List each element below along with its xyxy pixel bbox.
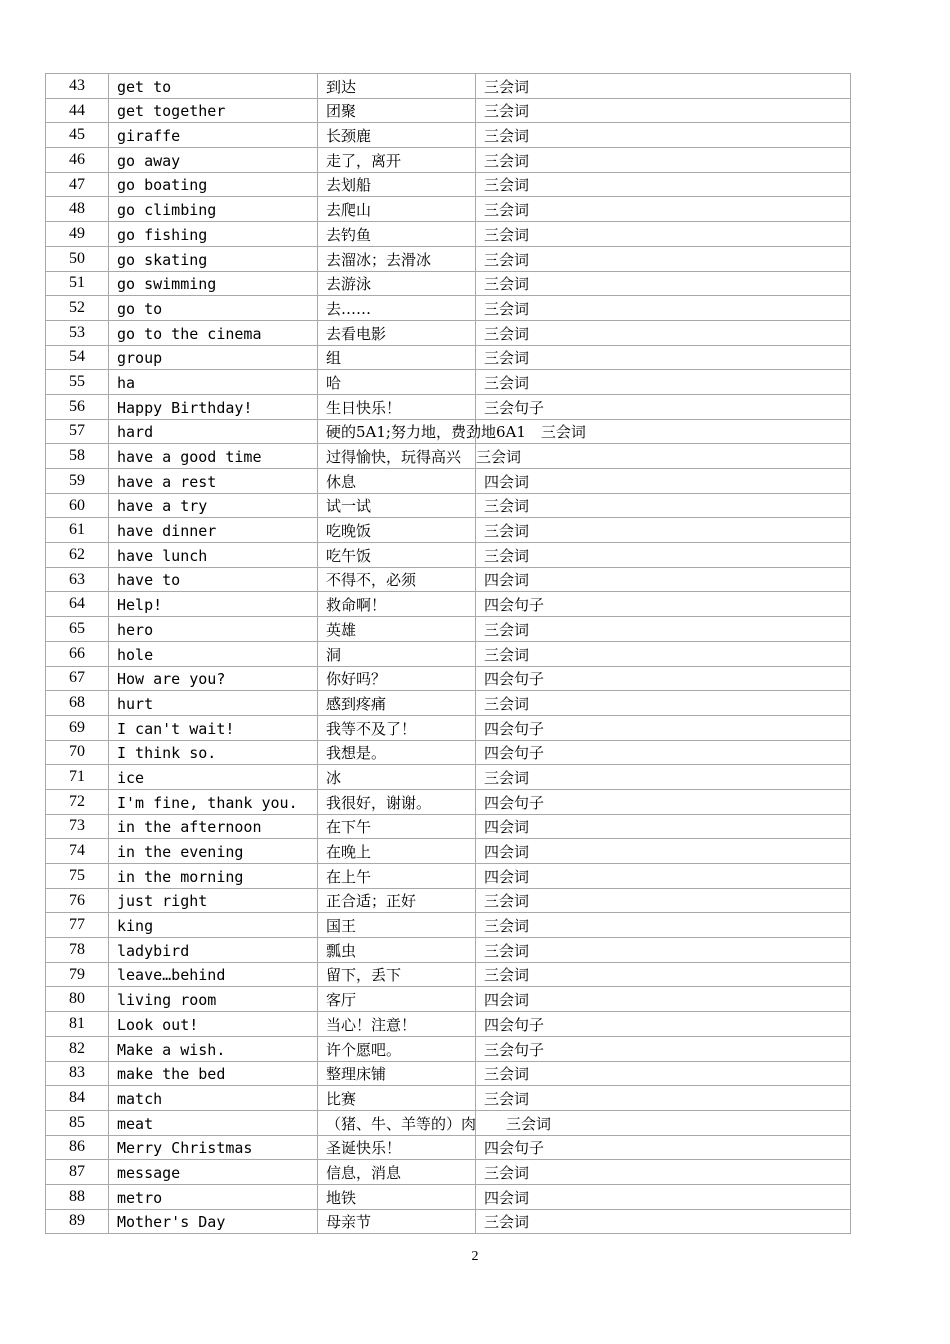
english-term-cell: have dinner xyxy=(109,518,318,543)
table-row xyxy=(46,271,851,296)
english-term-cell: Help! xyxy=(109,592,318,617)
table-row xyxy=(46,567,851,592)
vocabulary-table-body xyxy=(46,74,851,1234)
row-number-cell: 66 xyxy=(46,641,109,666)
table-row xyxy=(46,246,851,271)
category-cell: 四会词 xyxy=(476,839,851,864)
table-row xyxy=(46,641,851,666)
english-term-cell: giraffe xyxy=(109,123,318,148)
chinese-meaning-cell: 休息 xyxy=(318,469,476,494)
category-cell: 三会词 xyxy=(476,98,851,123)
row-number-cell: 87 xyxy=(46,1160,109,1185)
row-number-cell: 53 xyxy=(46,320,109,345)
table-row xyxy=(46,864,851,889)
chinese-meaning-cell: 组 xyxy=(318,345,476,370)
english-term-cell: I can't wait! xyxy=(109,715,318,740)
chinese-meaning-cell: 客厅 xyxy=(318,987,476,1012)
table-row xyxy=(46,1012,851,1037)
chinese-meaning-cell: 我很好，谢谢。 xyxy=(318,789,476,814)
category-cell xyxy=(476,444,851,469)
table-row xyxy=(46,1160,851,1185)
table-row xyxy=(46,469,851,494)
table-row xyxy=(46,148,851,173)
english-term-cell: have a rest xyxy=(109,469,318,494)
category-cell: 三会词 xyxy=(476,1086,851,1111)
vocabulary-table xyxy=(45,73,851,1234)
table-row xyxy=(46,1184,851,1209)
row-number-cell: 43 xyxy=(46,74,109,99)
category-cell: 三会句子 xyxy=(476,394,851,419)
table-row xyxy=(46,765,851,790)
table-row xyxy=(46,888,851,913)
chinese-meaning-cell: 到达 xyxy=(318,74,476,99)
chinese-meaning-cell: 信息，消息 xyxy=(318,1160,476,1185)
row-number-cell: 77 xyxy=(46,913,109,938)
category-cell: 三会词 xyxy=(476,962,851,987)
english-term-cell: go skating xyxy=(109,246,318,271)
chinese-meaning-cell: 瓢虫 xyxy=(318,938,476,963)
row-number-cell: 72 xyxy=(46,789,109,814)
category-cell: 三会词 xyxy=(476,913,851,938)
row-number-cell: 54 xyxy=(46,345,109,370)
category-cell: 四会词 xyxy=(476,987,851,1012)
chinese-meaning-cell: 团聚 xyxy=(318,98,476,123)
english-term-cell: get to xyxy=(109,74,318,99)
table-row xyxy=(46,320,851,345)
table-row xyxy=(46,666,851,691)
category-cell: 三会句子 xyxy=(476,1036,851,1061)
category-cell: 三会词 xyxy=(476,617,851,642)
table-row xyxy=(46,172,851,197)
table-row xyxy=(46,1036,851,1061)
table-row xyxy=(46,962,851,987)
table-row xyxy=(46,839,851,864)
table-row xyxy=(46,987,851,1012)
row-number-cell: 86 xyxy=(46,1135,109,1160)
english-term-cell: make the bed xyxy=(109,1061,318,1086)
row-number-cell: 64 xyxy=(46,592,109,617)
category-cell: 四会句子 xyxy=(476,715,851,740)
table-row xyxy=(46,197,851,222)
row-number-cell: 76 xyxy=(46,888,109,913)
chinese-meaning-cell: 圣诞快乐！ xyxy=(318,1135,476,1160)
row-number-cell: 44 xyxy=(46,98,109,123)
english-term-cell: group xyxy=(109,345,318,370)
english-term-cell: match xyxy=(109,1086,318,1111)
category-cell: 三会词 xyxy=(476,271,851,296)
chinese-meaning-cell: 我想是。 xyxy=(318,740,476,765)
english-term-cell: hurt xyxy=(109,691,318,716)
row-number-cell: 83 xyxy=(46,1061,109,1086)
row-number-cell: 68 xyxy=(46,691,109,716)
table-row xyxy=(46,543,851,568)
category-cell: 三会词 xyxy=(476,148,851,173)
table-row xyxy=(46,394,851,419)
category-cell: 四会句子 xyxy=(476,592,851,617)
category-cell: 三会词 xyxy=(476,296,851,321)
english-term-cell: go climbing xyxy=(109,197,318,222)
row-number-cell: 67 xyxy=(46,666,109,691)
row-number-cell: 88 xyxy=(46,1184,109,1209)
row-number-cell: 85 xyxy=(46,1110,109,1135)
chinese-meaning-cell: 去看电影 xyxy=(318,320,476,345)
english-term-cell: message xyxy=(109,1160,318,1185)
chinese-meaning-cell: 冰 xyxy=(318,765,476,790)
row-number-cell: 52 xyxy=(46,296,109,321)
chinese-meaning-cell: 去游泳 xyxy=(318,271,476,296)
row-number-cell: 80 xyxy=(46,987,109,1012)
category-cell: 三会词 xyxy=(476,345,851,370)
row-number-cell: 84 xyxy=(46,1086,109,1111)
chinese-meaning-cell: 地铁 xyxy=(318,1184,476,1209)
english-term-cell: in the evening xyxy=(109,839,318,864)
english-term-cell: go boating xyxy=(109,172,318,197)
english-term-cell: king xyxy=(109,913,318,938)
row-number-cell: 78 xyxy=(46,938,109,963)
english-term-cell: Happy Birthday! xyxy=(109,394,318,419)
english-term-cell: have a good time xyxy=(109,444,318,469)
category-cell: 三会词 xyxy=(476,543,851,568)
category-cell: 四会句子 xyxy=(476,666,851,691)
category-cell: 三会词 xyxy=(476,320,851,345)
table-row xyxy=(46,617,851,642)
chinese-meaning-cell: 留下，丢下 xyxy=(318,962,476,987)
row-number-cell: 82 xyxy=(46,1036,109,1061)
category-cell: 三会词 xyxy=(476,123,851,148)
chinese-meaning-cell: 许个愿吧。 xyxy=(318,1036,476,1061)
category-cell: 三会词 xyxy=(476,1061,851,1086)
table-row xyxy=(46,740,851,765)
english-term-cell: go fishing xyxy=(109,222,318,247)
table-row xyxy=(46,345,851,370)
chinese-meaning-cell: 在晚上 xyxy=(318,839,476,864)
row-number-cell: 49 xyxy=(46,222,109,247)
table-row xyxy=(46,493,851,518)
english-term-cell: metro xyxy=(109,1184,318,1209)
category-cell: 四会句子 xyxy=(476,789,851,814)
row-number-cell: 51 xyxy=(46,271,109,296)
english-term-cell: go to the cinema xyxy=(109,320,318,345)
category-cell: 三会词 xyxy=(476,641,851,666)
english-term-cell: living room xyxy=(109,987,318,1012)
category-cell: 三会词 xyxy=(476,1160,851,1185)
chinese-meaning-cell: 正合适；正好 xyxy=(318,888,476,913)
chinese-meaning-cell: 我等不及了！ xyxy=(318,715,476,740)
english-term-cell: Look out! xyxy=(109,1012,318,1037)
english-term-cell: ha xyxy=(109,370,318,395)
row-number-cell: 45 xyxy=(46,123,109,148)
chinese-meaning-cell: 英雄 xyxy=(318,617,476,642)
english-term-cell: I think so. xyxy=(109,740,318,765)
english-term-cell: go to xyxy=(109,296,318,321)
row-number-cell: 62 xyxy=(46,543,109,568)
category-cell: 四会词 xyxy=(476,814,851,839)
category-cell: 三会词 xyxy=(476,222,851,247)
row-number-cell: 71 xyxy=(46,765,109,790)
category-cell: 三会词 xyxy=(476,691,851,716)
chinese-meaning-cell: 在下午 xyxy=(318,814,476,839)
chinese-meaning-cell: 洞 xyxy=(318,641,476,666)
table-row xyxy=(46,123,851,148)
category-cell: 三会词 xyxy=(476,370,851,395)
row-number-cell: 89 xyxy=(46,1209,109,1234)
table-row xyxy=(46,1086,851,1111)
chinese-meaning-cell: 硬的5A1;努力地，费劲地6A1 三会词 xyxy=(318,419,476,444)
category-cell: 四会词 xyxy=(476,469,851,494)
english-term-cell: meat xyxy=(109,1110,318,1135)
row-number-cell: 63 xyxy=(46,567,109,592)
chinese-meaning-cell: 救命啊！ xyxy=(318,592,476,617)
chinese-meaning-cell: 去…… xyxy=(318,296,476,321)
category-cell: 三会词 xyxy=(476,197,851,222)
row-number-cell: 58 xyxy=(46,444,109,469)
english-term-cell: in the afternoon xyxy=(109,814,318,839)
category-cell: 四会句子 xyxy=(476,1012,851,1037)
chinese-meaning-cell: 比赛 xyxy=(318,1086,476,1111)
row-number-cell: 81 xyxy=(46,1012,109,1037)
table-row xyxy=(46,715,851,740)
table-row xyxy=(46,814,851,839)
english-term-cell: ladybird xyxy=(109,938,318,963)
table-row xyxy=(46,691,851,716)
chinese-meaning-cell: 生日快乐！ xyxy=(318,394,476,419)
category-cell: 四会句子 xyxy=(476,1135,851,1160)
row-number-cell: 69 xyxy=(46,715,109,740)
chinese-meaning-cell: 吃晚饭 xyxy=(318,518,476,543)
english-term-cell: Merry Christmas xyxy=(109,1135,318,1160)
chinese-meaning-cell: （猪、牛、羊等的）肉 三会词 xyxy=(318,1110,476,1135)
english-term-cell: Mother's Day xyxy=(109,1209,318,1234)
row-number-cell: 65 xyxy=(46,617,109,642)
category-cell: 三会词 xyxy=(476,1209,851,1234)
english-term-cell: have to xyxy=(109,567,318,592)
table-row xyxy=(46,1061,851,1086)
category-cell: 三会词 xyxy=(476,518,851,543)
row-number-cell: 59 xyxy=(46,469,109,494)
row-number-cell: 75 xyxy=(46,864,109,889)
category-cell: 三会词 xyxy=(476,938,851,963)
row-number-cell: 57 xyxy=(46,419,109,444)
row-number-cell: 46 xyxy=(46,148,109,173)
table-row xyxy=(46,98,851,123)
table-row xyxy=(46,518,851,543)
chinese-meaning-cell: 长颈鹿 xyxy=(318,123,476,148)
category-cell: 三会词 xyxy=(476,493,851,518)
chinese-meaning-cell: 你好吗？ xyxy=(318,666,476,691)
english-term-cell: go swimming xyxy=(109,271,318,296)
row-number-cell: 55 xyxy=(46,370,109,395)
chinese-meaning-cell: 吃午饭 xyxy=(318,543,476,568)
page-number: 2 xyxy=(471,1249,479,1264)
chinese-meaning-cell: 母亲节 xyxy=(318,1209,476,1234)
table-row xyxy=(46,74,851,99)
row-number-cell: 48 xyxy=(46,197,109,222)
category-cell: 四会词 xyxy=(476,864,851,889)
chinese-meaning-cell: 过得愉快，玩得高兴 三会词 xyxy=(318,444,476,469)
chinese-meaning-cell: 去溜冰；去滑冰 xyxy=(318,246,476,271)
english-term-cell: have lunch xyxy=(109,543,318,568)
table-row xyxy=(46,444,851,469)
table-row xyxy=(46,789,851,814)
table-row xyxy=(46,370,851,395)
english-term-cell: in the morning xyxy=(109,864,318,889)
english-term-cell: hero xyxy=(109,617,318,642)
category-cell: 三会词 xyxy=(476,246,851,271)
chinese-meaning-cell: 整理床铺 xyxy=(318,1061,476,1086)
chinese-meaning-cell: 感到疼痛 xyxy=(318,691,476,716)
chinese-meaning-cell: 去划船 xyxy=(318,172,476,197)
table-row xyxy=(46,222,851,247)
row-number-cell: 56 xyxy=(46,394,109,419)
english-term-cell: get together xyxy=(109,98,318,123)
chinese-meaning-cell: 当心！注意！ xyxy=(318,1012,476,1037)
category-cell: 三会词 xyxy=(476,765,851,790)
table-row xyxy=(46,938,851,963)
chinese-meaning-cell: 不得不，必须 xyxy=(318,567,476,592)
category-cell: 四会词 xyxy=(476,1184,851,1209)
english-term-cell: just right xyxy=(109,888,318,913)
english-term-cell: hard xyxy=(109,419,318,444)
category-cell: 四会句子 xyxy=(476,740,851,765)
category-cell: 三会词 xyxy=(476,172,851,197)
english-term-cell: have a try xyxy=(109,493,318,518)
table-row xyxy=(46,913,851,938)
row-number-cell: 50 xyxy=(46,246,109,271)
english-term-cell: I'm fine, thank you. xyxy=(109,789,318,814)
table-row xyxy=(46,1209,851,1234)
category-cell: 三会词 xyxy=(476,74,851,99)
chinese-meaning-cell: 在上午 xyxy=(318,864,476,889)
row-number-cell: 74 xyxy=(46,839,109,864)
row-number-cell: 79 xyxy=(46,962,109,987)
row-number-cell: 60 xyxy=(46,493,109,518)
table-row xyxy=(46,592,851,617)
chinese-meaning-cell: 去爬山 xyxy=(318,197,476,222)
chinese-meaning-cell: 走了，离开 xyxy=(318,148,476,173)
chinese-meaning-cell: 哈 xyxy=(318,370,476,395)
row-number-cell: 70 xyxy=(46,740,109,765)
english-term-cell: Make a wish. xyxy=(109,1036,318,1061)
row-number-cell: 61 xyxy=(46,518,109,543)
english-term-cell: How are you? xyxy=(109,666,318,691)
chinese-meaning-cell: 去钓鱼 xyxy=(318,222,476,247)
table-row xyxy=(46,1135,851,1160)
category-cell: 四会词 xyxy=(476,567,851,592)
chinese-meaning-cell: 国王 xyxy=(318,913,476,938)
table-row xyxy=(46,419,851,444)
english-term-cell: hole xyxy=(109,641,318,666)
english-term-cell: ice xyxy=(109,765,318,790)
row-number-cell: 73 xyxy=(46,814,109,839)
chinese-meaning-cell: 试一试 xyxy=(318,493,476,518)
english-term-cell: go away xyxy=(109,148,318,173)
table-row xyxy=(46,296,851,321)
row-number-cell: 47 xyxy=(46,172,109,197)
table-row xyxy=(46,1110,851,1135)
category-cell: 三会词 xyxy=(476,888,851,913)
english-term-cell: leave…behind xyxy=(109,962,318,987)
